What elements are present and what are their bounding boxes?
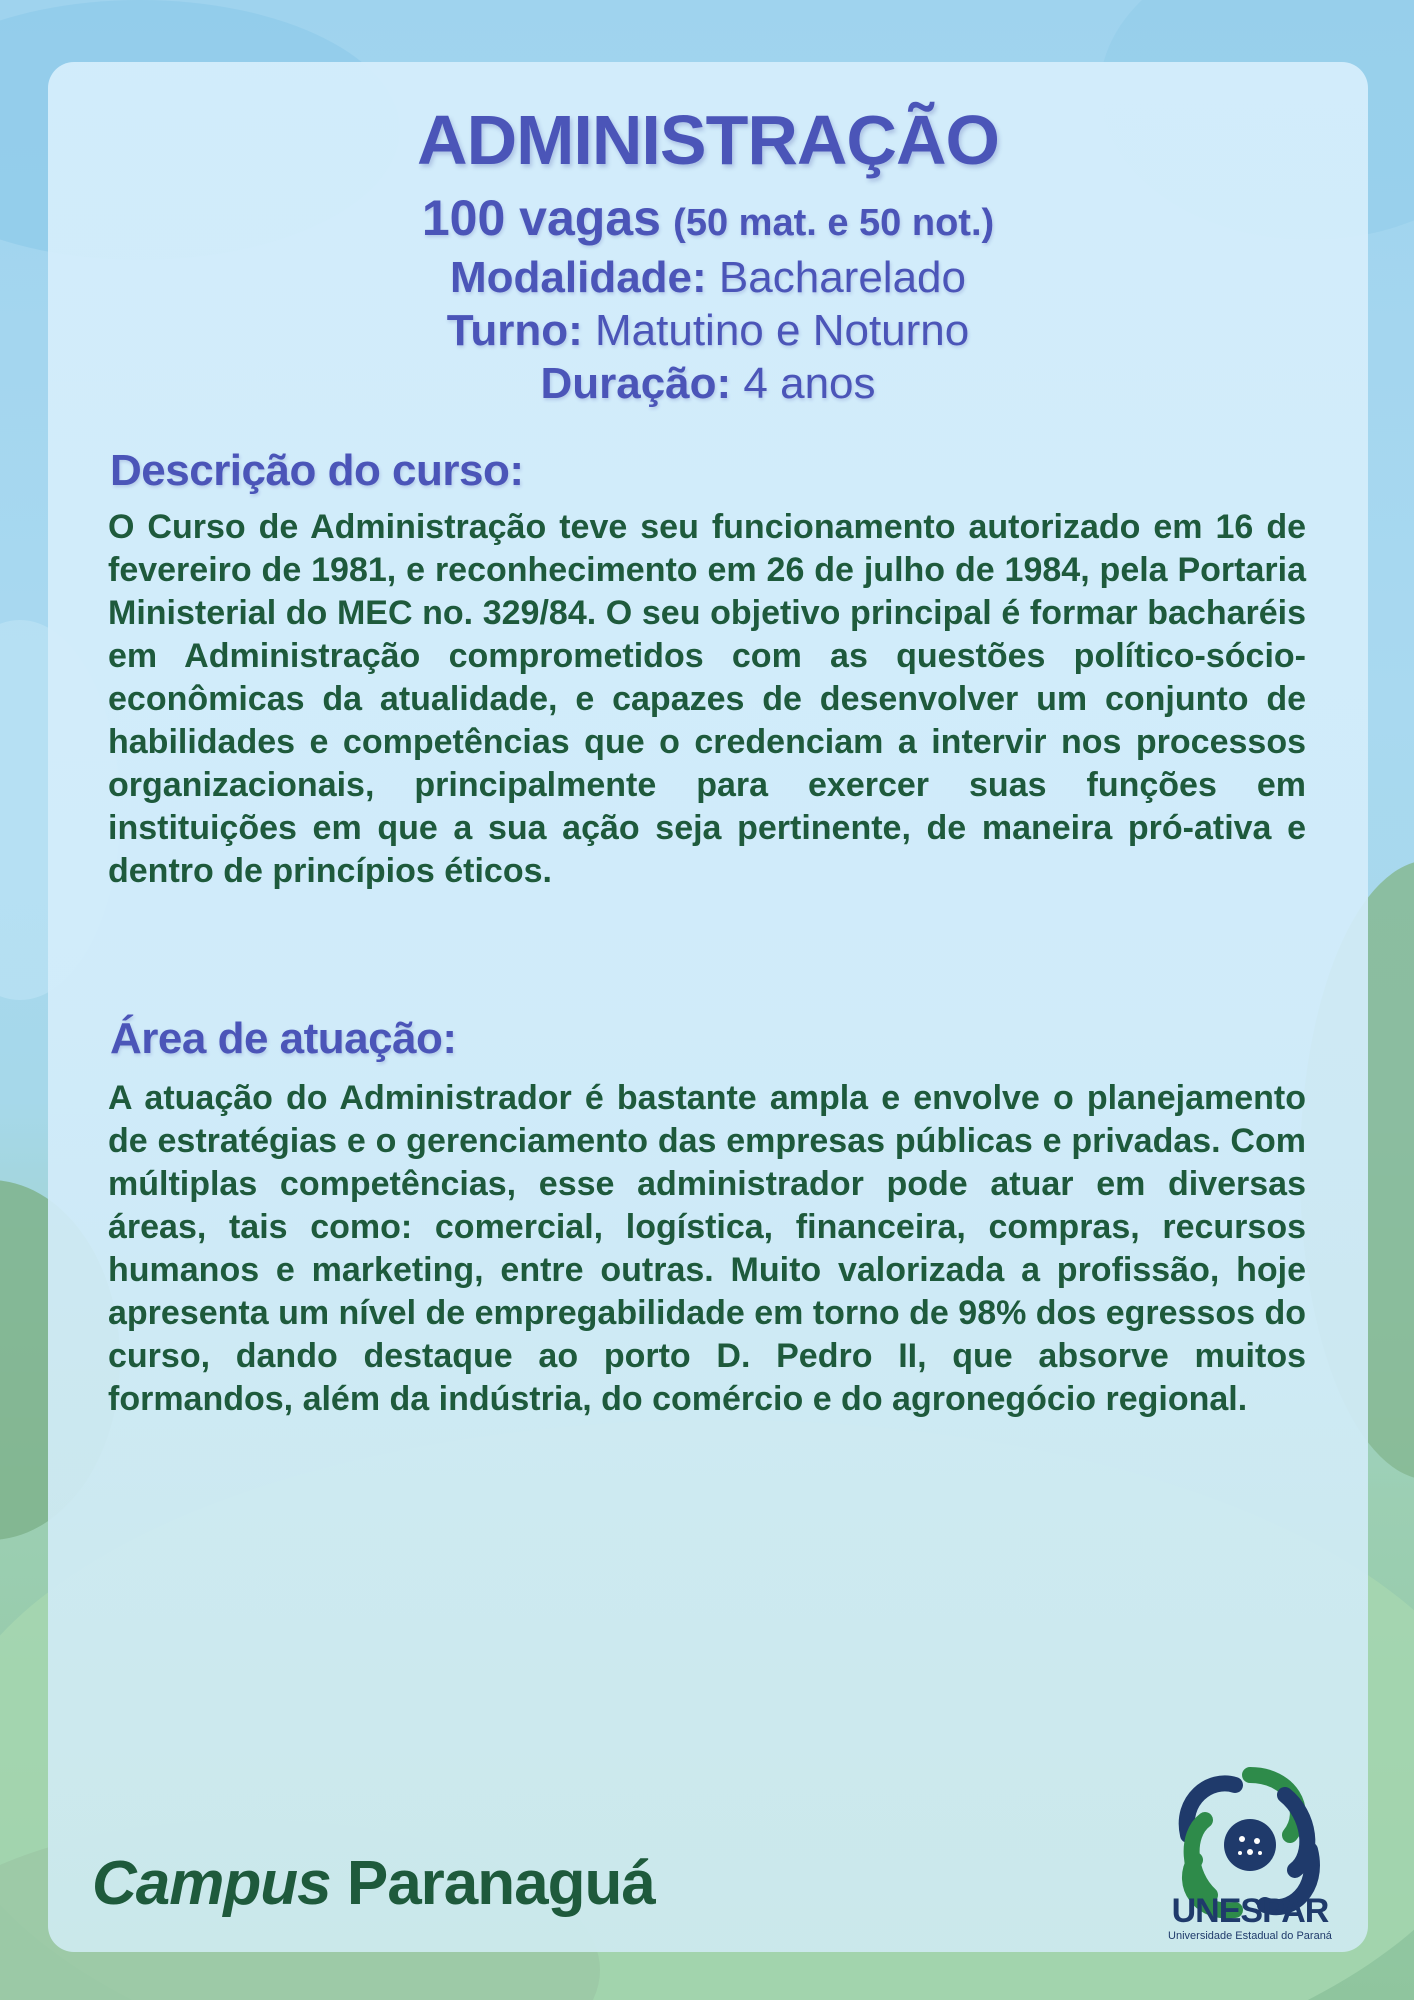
duracao-value: 4 anos <box>743 359 876 408</box>
duracao-line <box>48 358 1368 410</box>
campus-city: Paranaguá <box>346 1849 655 1918</box>
turno-line <box>48 305 1368 357</box>
logo-center <box>1224 1819 1276 1871</box>
logo-star <box>1239 1836 1245 1842</box>
vagas-number: 100 vagas <box>421 190 661 246</box>
logo-star <box>1247 1849 1253 1855</box>
area-heading: Área de atuação: <box>110 1014 457 1063</box>
vagas-detail: (50 mat. e 50 not.) <box>673 202 995 244</box>
turno-value: Matutino e Noturno <box>595 306 970 355</box>
vagas-line <box>48 192 1368 249</box>
course-title: ADMINISTRAÇÃO <box>417 101 999 179</box>
modalidade-line <box>48 252 1368 304</box>
modalidade-value: Bacharelado <box>718 253 966 302</box>
turno-label: Turno: <box>446 306 583 355</box>
logo-name: UNESPAR <box>1171 1892 1329 1930</box>
duracao-label: Duração: <box>540 359 732 408</box>
campus-word: Campus <box>92 1849 331 1918</box>
area-text: A atuação do Administrador é bastante ampla e envolve o planejamento de estratégias e o gerenciamento das empresas públicas e privadas. Com múltiplas competências, esse administrador pode atuar em diversas áreas, tais como: comercial, logística, financeira, compras, recursos humanos e marketing, entre outras. Muito valorizada a profissão, hoje apresenta um nível de empregabilidade em torno de 98% dos egressos do curso, dando destaque ao porto D. Pedro II, que absorve muitos formandos, além da indústria, do comércio e do agronegócio regional. <box>108 1079 1306 1418</box>
logo-star <box>1254 1838 1260 1844</box>
descricao-heading: Descrição do curso: <box>110 446 524 495</box>
logo-subtitle: Universidade Estadual do Paraná <box>1168 1930 1332 1942</box>
descricao-text: O Curso de Administração teve seu funcionamento autorizado em 16 de fevereiro de 1981, e reconhecimento em 26 de julho de 1984, pela Portaria Ministerial do MEC no. 329/84. O seu objetivo principal é formar bacharéis em Administração comprometidos com as questões político-sócio-econômicas da atualidade, e capazes de desenvolver um conjunto de habilidades e competências que o credenciam a intervir nos processos organizacionais, principalmente para exercer suas funções em instituições em que a sua ação seja pertinente, de maneira pró-ativa e dentro de princípios éticos. <box>108 508 1306 890</box>
modalidade-label: Modalidade: <box>450 253 707 302</box>
logo-star <box>1238 1851 1242 1855</box>
logo-star <box>1258 1851 1262 1855</box>
campus-name <box>92 1848 655 1919</box>
